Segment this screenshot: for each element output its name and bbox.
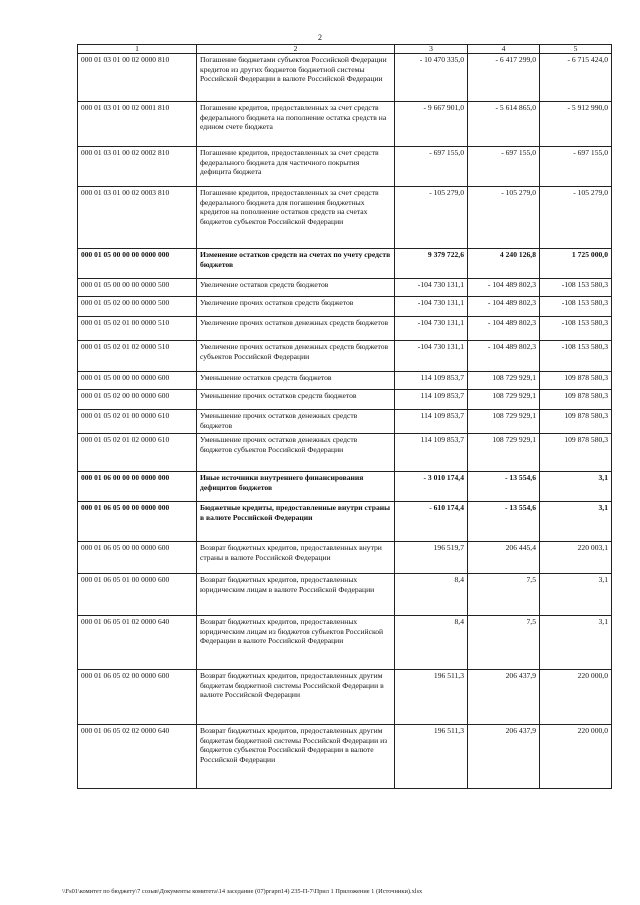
value-col-4-cell: - 13 554,6 [468,472,540,502]
code-cell: 000 01 03 01 00 02 0002 810 [78,147,197,187]
value-col-5-cell: 3,1 [540,616,612,670]
value-col-3-cell: 196 511,3 [395,670,468,725]
value-col-3-cell: - 10 470 335,0 [395,54,468,102]
name-cell: Уменьшение остатков средств бюджетов [197,372,395,390]
value-col-3-cell: -104 730 131,1 [395,279,468,297]
name-cell: Увеличение прочих остатков средств бюджетов [197,297,395,317]
value-col-5-cell: 109 878 580,3 [540,410,612,434]
name-cell: Погашение бюджетами субъектов Российской Федерации кредитов из других бюджетов бюджетной системы Российской Федерации в валюте Российской Федерации [197,54,395,102]
value-col-5-cell: -108 153 580,3 [540,279,612,297]
table-row [78,102,612,147]
table-row [78,542,612,574]
value-col-3-cell: 114 109 853,7 [395,410,468,434]
value-col-5-cell: 109 878 580,3 [540,434,612,472]
name-cell: Изменение остатков средств на счетах по учету средств бюджетов [197,249,395,279]
value-col-4-cell: 206 445,4 [468,542,540,574]
value-col-3-cell: - 610 174,4 [395,502,468,542]
value-col-5-cell: 1 725 000,0 [540,249,612,279]
file-path-footer: \\Fs01\комитет по бюджету\7 созыв\Документы комитета\14 заседание (07)ргарп14) 235-П-7\Прил 1 Приложение 1 (Источники).xlsx [62,888,423,895]
table-row [78,502,612,542]
table-row [78,390,612,410]
code-cell: 000 01 06 05 00 00 0000 600 [78,542,197,574]
table-row [78,725,612,789]
value-col-5-cell: 3,1 [540,472,612,502]
table-row [78,341,612,372]
name-cell: Возврат бюджетных кредитов, предоставленных внутри страны в валюте Российской Федерации [197,542,395,574]
table-row [78,249,612,279]
value-col-5-cell: - 5 912 990,0 [540,102,612,147]
table-header-row [78,45,612,54]
code-cell: 000 01 05 00 00 00 0000 500 [78,279,197,297]
name-cell: Погашение кредитов, предоставленных за счет средств федерального бюджета для погашения бюджетных кредитов на пополнение остатков средств на счетах бюджетов субъектов Российской Федерации [197,187,395,249]
header-col-5: 5 [540,45,612,54]
value-col-4-cell: 108 729 929,1 [468,410,540,434]
value-col-3-cell: 114 109 853,7 [395,390,468,410]
name-cell: Уменьшение прочих остатков средств бюджетов [197,390,395,410]
name-cell: Увеличение остатков средств бюджетов [197,279,395,297]
name-cell: Возврат бюджетных кредитов, предоставленных другим бюджетам бюджетной системы Российской Федерации в валюте Российской Федерации [197,670,395,725]
name-cell: Увеличение прочих остатков денежных средств бюджетов [197,317,395,341]
value-col-5-cell: -108 153 580,3 [540,317,612,341]
code-cell: 000 01 05 02 01 02 0000 510 [78,341,197,372]
name-cell: Возврат бюджетных кредитов, предоставленных юридическим лицам в валюте Российской Федерации [197,574,395,616]
code-cell: 000 01 03 01 00 02 0001 810 [78,102,197,147]
value-col-3-cell: -104 730 131,1 [395,317,468,341]
value-col-4-cell: - 104 489 802,3 [468,297,540,317]
code-cell: 000 01 05 00 00 00 0000 000 [78,249,197,279]
value-col-4-cell: 206 437,9 [468,670,540,725]
value-col-5-cell: 220 000,0 [540,670,612,725]
value-col-5-cell: -108 153 580,3 [540,297,612,317]
table-row [78,147,612,187]
name-cell: Увеличение прочих остатков денежных средств бюджетов субъектов Российской Федерации [197,341,395,372]
code-cell: 000 01 06 05 02 02 0000 640 [78,725,197,789]
value-col-4-cell: 108 729 929,1 [468,390,540,410]
value-col-3-cell: - 3 010 174,4 [395,472,468,502]
table-row [78,670,612,725]
name-cell: Погашение кредитов, предоставленных за счет средств федерального бюджета для частичного покрытия дефицита бюджета [197,147,395,187]
name-cell: Возврат бюджетных кредитов, предоставленных юридическим лицам из бюджетов субъектов Российской Федерации в валюте Российской Федерации [197,616,395,670]
code-cell: 000 01 05 02 00 00 0000 500 [78,297,197,317]
code-cell: 000 01 06 05 02 00 0000 600 [78,670,197,725]
value-col-3-cell: 196 519,7 [395,542,468,574]
value-col-4-cell: 4 240 126,8 [468,249,540,279]
value-col-4-cell: - 697 155,0 [468,147,540,187]
value-col-4-cell: - 105 279,0 [468,187,540,249]
value-col-3-cell: - 697 155,0 [395,147,468,187]
value-col-4-cell: - 5 614 865,0 [468,102,540,147]
name-cell: Иные источники внутреннего финансирования дефицитов бюджетов [197,472,395,502]
value-col-5-cell: 3,1 [540,502,612,542]
value-col-3-cell: 8,4 [395,574,468,616]
code-cell: 000 01 05 02 01 00 0000 510 [78,317,197,341]
value-col-4-cell: 7,5 [468,574,540,616]
name-cell: Уменьшение прочих остатков денежных средств бюджетов субъектов Российской Федерации [197,434,395,472]
value-col-3-cell: - 105 279,0 [395,187,468,249]
value-col-3-cell: 9 379 722,6 [395,249,468,279]
name-cell: Уменьшение прочих остатков денежных средств бюджетов [197,410,395,434]
value-col-5-cell: 109 878 580,3 [540,372,612,390]
value-col-4-cell: 108 729 929,1 [468,372,540,390]
code-cell: 000 01 06 05 01 02 0000 640 [78,616,197,670]
value-col-5-cell: 3,1 [540,574,612,616]
header-col-2: 2 [197,45,395,54]
value-col-3-cell: 196 511,3 [395,725,468,789]
page-number: 2 [318,33,322,42]
value-col-3-cell: 8,4 [395,616,468,670]
value-col-5-cell: - 6 715 424,0 [540,54,612,102]
value-col-4-cell: - 13 554,6 [468,502,540,542]
table-row [78,574,612,616]
value-col-5-cell: 109 878 580,3 [540,390,612,410]
code-cell: 000 01 06 05 00 00 0000 000 [78,502,197,542]
value-col-3-cell: 114 109 853,7 [395,434,468,472]
value-col-4-cell: 7,5 [468,616,540,670]
value-col-5-cell: -108 153 580,3 [540,341,612,372]
header-col-3: 3 [395,45,468,54]
code-cell: 000 01 05 02 01 02 0000 610 [78,434,197,472]
name-cell: Погашение кредитов, предоставленных за счет средств федерального бюджета на пополнение остатка средств на едином счете бюджета [197,102,395,147]
value-col-3-cell: -104 730 131,1 [395,297,468,317]
value-col-5-cell: - 105 279,0 [540,187,612,249]
value-col-3-cell: -104 730 131,1 [395,341,468,372]
value-col-5-cell: 220 000,0 [540,725,612,789]
table-row [78,472,612,502]
table-row [78,616,612,670]
value-col-4-cell: 206 437,9 [468,725,540,789]
code-cell: 000 01 03 01 00 02 0000 810 [78,54,197,102]
code-cell: 000 01 06 05 01 00 0000 600 [78,574,197,616]
name-cell: Бюджетные кредиты, предоставленные внутри страны в валюте Российской Федерации [197,502,395,542]
header-col-1: 1 [78,45,197,54]
value-col-3-cell: 114 109 853,7 [395,372,468,390]
code-cell: 000 01 05 02 01 00 0000 610 [78,410,197,434]
table-row [78,434,612,472]
value-col-5-cell: 220 003,1 [540,542,612,574]
value-col-3-cell: - 9 667 901,0 [395,102,468,147]
sources-table [77,44,612,789]
code-cell: 000 01 05 02 00 00 0000 600 [78,390,197,410]
value-col-4-cell: - 6 417 299,0 [468,54,540,102]
table-row [78,317,612,341]
table-row [78,297,612,317]
header-col-4: 4 [468,45,540,54]
table-body [78,54,612,789]
table-row [78,279,612,297]
code-cell: 000 01 05 00 00 00 0000 600 [78,372,197,390]
value-col-4-cell: - 104 489 802,3 [468,341,540,372]
name-cell: Возврат бюджетных кредитов, предоставленных другим бюджетам бюджетной системы Российской Федерации из бюджетов субъектов Российской Федерации в валюте Российской Федерации [197,725,395,789]
table-row [78,410,612,434]
value-col-4-cell: - 104 489 802,3 [468,279,540,297]
table-row [78,187,612,249]
value-col-4-cell: - 104 489 802,3 [468,317,540,341]
table-row [78,372,612,390]
value-col-4-cell: 108 729 929,1 [468,434,540,472]
code-cell: 000 01 03 01 00 02 0003 810 [78,187,197,249]
code-cell: 000 01 06 00 00 00 0000 000 [78,472,197,502]
value-col-5-cell: - 697 155,0 [540,147,612,187]
table-row [78,54,612,102]
